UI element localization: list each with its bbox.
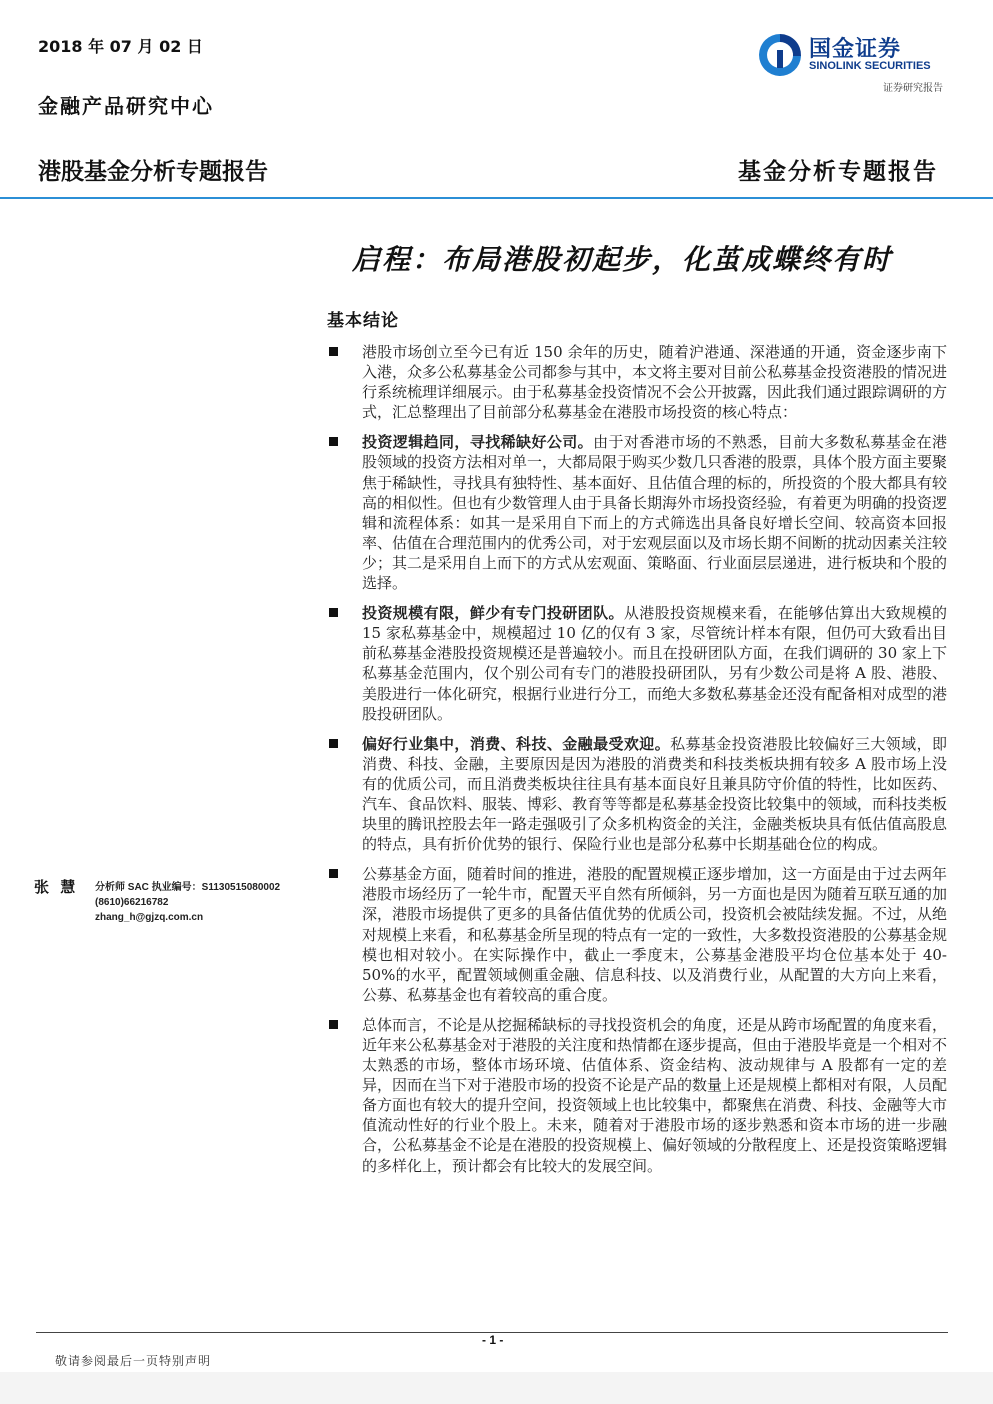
logo-english-name: SINOLINK SECURITIES [809,60,931,72]
paragraph-lead: 投资规模有限，鲜少有专门投研团队。 [362,604,624,623]
list-item [327,603,947,724]
list-item [327,1015,947,1176]
research-center-name: 金融产品研究中心 [38,94,214,118]
author-sac-id: 分析师 SAC 执业编号：S1130515080002 [95,882,281,893]
author-email[interactable]: zhang_h@gjzq.com.cn [95,912,204,923]
sinolink-logo-icon [757,32,803,76]
report-date: 2018 年 07 月 02 日 [38,37,203,56]
square-bullet-icon [329,869,338,878]
report-series-title: 港股基金分析专题报告 [38,159,268,185]
square-bullet-icon [329,739,338,748]
square-bullet-icon [329,608,338,617]
square-bullet-icon [329,347,338,356]
page-number: - 1 - [482,1333,504,1347]
paragraph-text: 由于对香港市场的不熟悉，目前大多数私募基金在港股领域的投资方法相对单一，大都局限于购买少数几只香港的股票，具体个股方面主要聚焦于稀缺性，寻找具有独特性、基本面好、且估值合理的标的，所投资的个股大都具有较高的相似性。但也有少数管理人由于具备长期海外市场投资经验，有着更为明确的投资逻辑和流程体系：如其一是采用自下而上的方式筛选出具备良好增长空间、较高资本回报率、估值在合理范围内的优秀公司，对于宏观层面以及市场长期不间断的扰动因素关注较少；其二是采用自上而下的方式从宏观面、策略面、行业面层层递进，进行板块和个股的选择。 [362,433,948,593]
author-info [95,880,280,925]
paragraph-text: 公募基金方面，随着时间的推进，港股的配置规模正逐步增加，这一方面是由于过去两年港股市场经历了一轮牛市，配置天平自然有所倾斜，另一方面也是因为随着互联互通的加深，港股市场提供了更多的具备估值优势的优质公司，投资机会被陆续发掘。不过，从绝对规模上来看，和私募基金所呈现的特点有一定的一致性，大多数投资港股的公募基金规模也相对较小。在实际操作中，截止一季度末，公募基金港股平均仓位基本处于 40-50%的水平，配置领域侧重金融、信息科技、以及消费行业，从配置的大方向上来看，公募、私募基金也有着较高的重合度。 [362,865,948,1004]
author-phone: (8610)66216782 [95,897,169,908]
list-item [327,864,947,1005]
list-item [327,342,947,422]
report-type-label: 基金分析专题报告 [738,158,938,185]
square-bullet-icon [329,1020,338,1029]
author-name: 张 慧 [34,878,79,896]
disclaimer-note: 敬请参阅最后一页特别声明 [55,1354,212,1368]
paragraph-text: 私募基金投资港股比较偏好三大领域，即消费、科技、金融，主要原因是因为港股的消费类和科技类板块拥有较多 A 股市场上没有的优质公司，而且消费类板块往往具有基本面良好且兼具防守价值的特性，比如医药、汽车、食品饮料、服装、博彩、教育等等都是私募基金投资比较集中的领域，而科技类板块里的腾讯控股去年一路走强吸引了众多机构资金的关注，金融类板块具有低估值高股息的特点，具有折价优势的银行、保险行业也是部分私募中长期基础仓位的构成。 [362,734,948,854]
paragraph-text: 总体而言，不论是从挖掘稀缺标的寻找投资机会的角度，还是从跨市场配置的角度来看，近年来公私募基金对于港股的关注度和热情都在逐步提高，但由于港股毕竟是一个相对不太熟悉的市场，整体市场环境、估值体系、资金结构、波动规律与 A 股都有一定的差异，因而在当下对于港股市场的投资不论是产品的数量上还是规模上都相对有限，人员配备方面也有较大的提升空间，投资领域上也比较集中，都聚焦在消费、科技、金融等大市值流动性好的行业个股上。未来，随着对于港股市场的逐步熟悉和资本市场的进一步融合，公私募基金不论是在港股的投资规模上、偏好领域的分散程度上、还是投资策略逻辑的多样化上，预计都会有比较大的发展空间。 [362,1015,948,1175]
list-item [327,734,947,855]
logo-chinese-name: 国金证券 [809,37,902,62]
paragraph-lead: 偏好行业集中，消费、科技、金融最受欢迎。 [362,734,671,753]
list-item [327,432,947,593]
conclusions-list [327,342,947,1186]
paragraph-lead: 投资逻辑趋同，寻找稀缺好公司。 [362,433,594,452]
section-heading: 基本结论 [327,311,399,331]
sinolink-logo [757,30,947,78]
square-bullet-icon [329,437,338,446]
report-main-title: 启程：布局港股初起步，化茧成蝶终有时 [352,243,893,276]
logo-subtitle: 证券研究报告 [883,83,943,94]
header-divider [0,197,993,199]
paragraph-text: 从港股投资规模来看，在能够估算出大致规模的 15 家私募基金中，规模超过 10 亿的仅有 3 家，尽管统计样本有限，但仍可大致看出目前私募基金港股投资规模还是普遍较小。而且在投研团队方面，在我们调研的 30 家上下私募基金范围内，仅个别公司有专门的港股投研团队，另有少数公司是将 A 股、港股、美股进行一体化研究，根据行业进行分工，而绝大多数私募基金还没有配备相对成型的港股投研团队。 [362,604,948,723]
paragraph-text: 港股市场创立至今已有近 150 余年的历史，随着沪港通、深港通的开通，资金逐步南下入港，众多公私募基金公司都参与其中，本文将主要对目前公私募基金投资港股的情况进行系统梳理详细展示。由于私募基金投资情况不会公开披露，因此我们通过跟踪调研的方式，汇总整理出了目前部分私募基金在港股市场投资的核心特点： [362,343,948,422]
bottom-band [0,1372,993,1404]
